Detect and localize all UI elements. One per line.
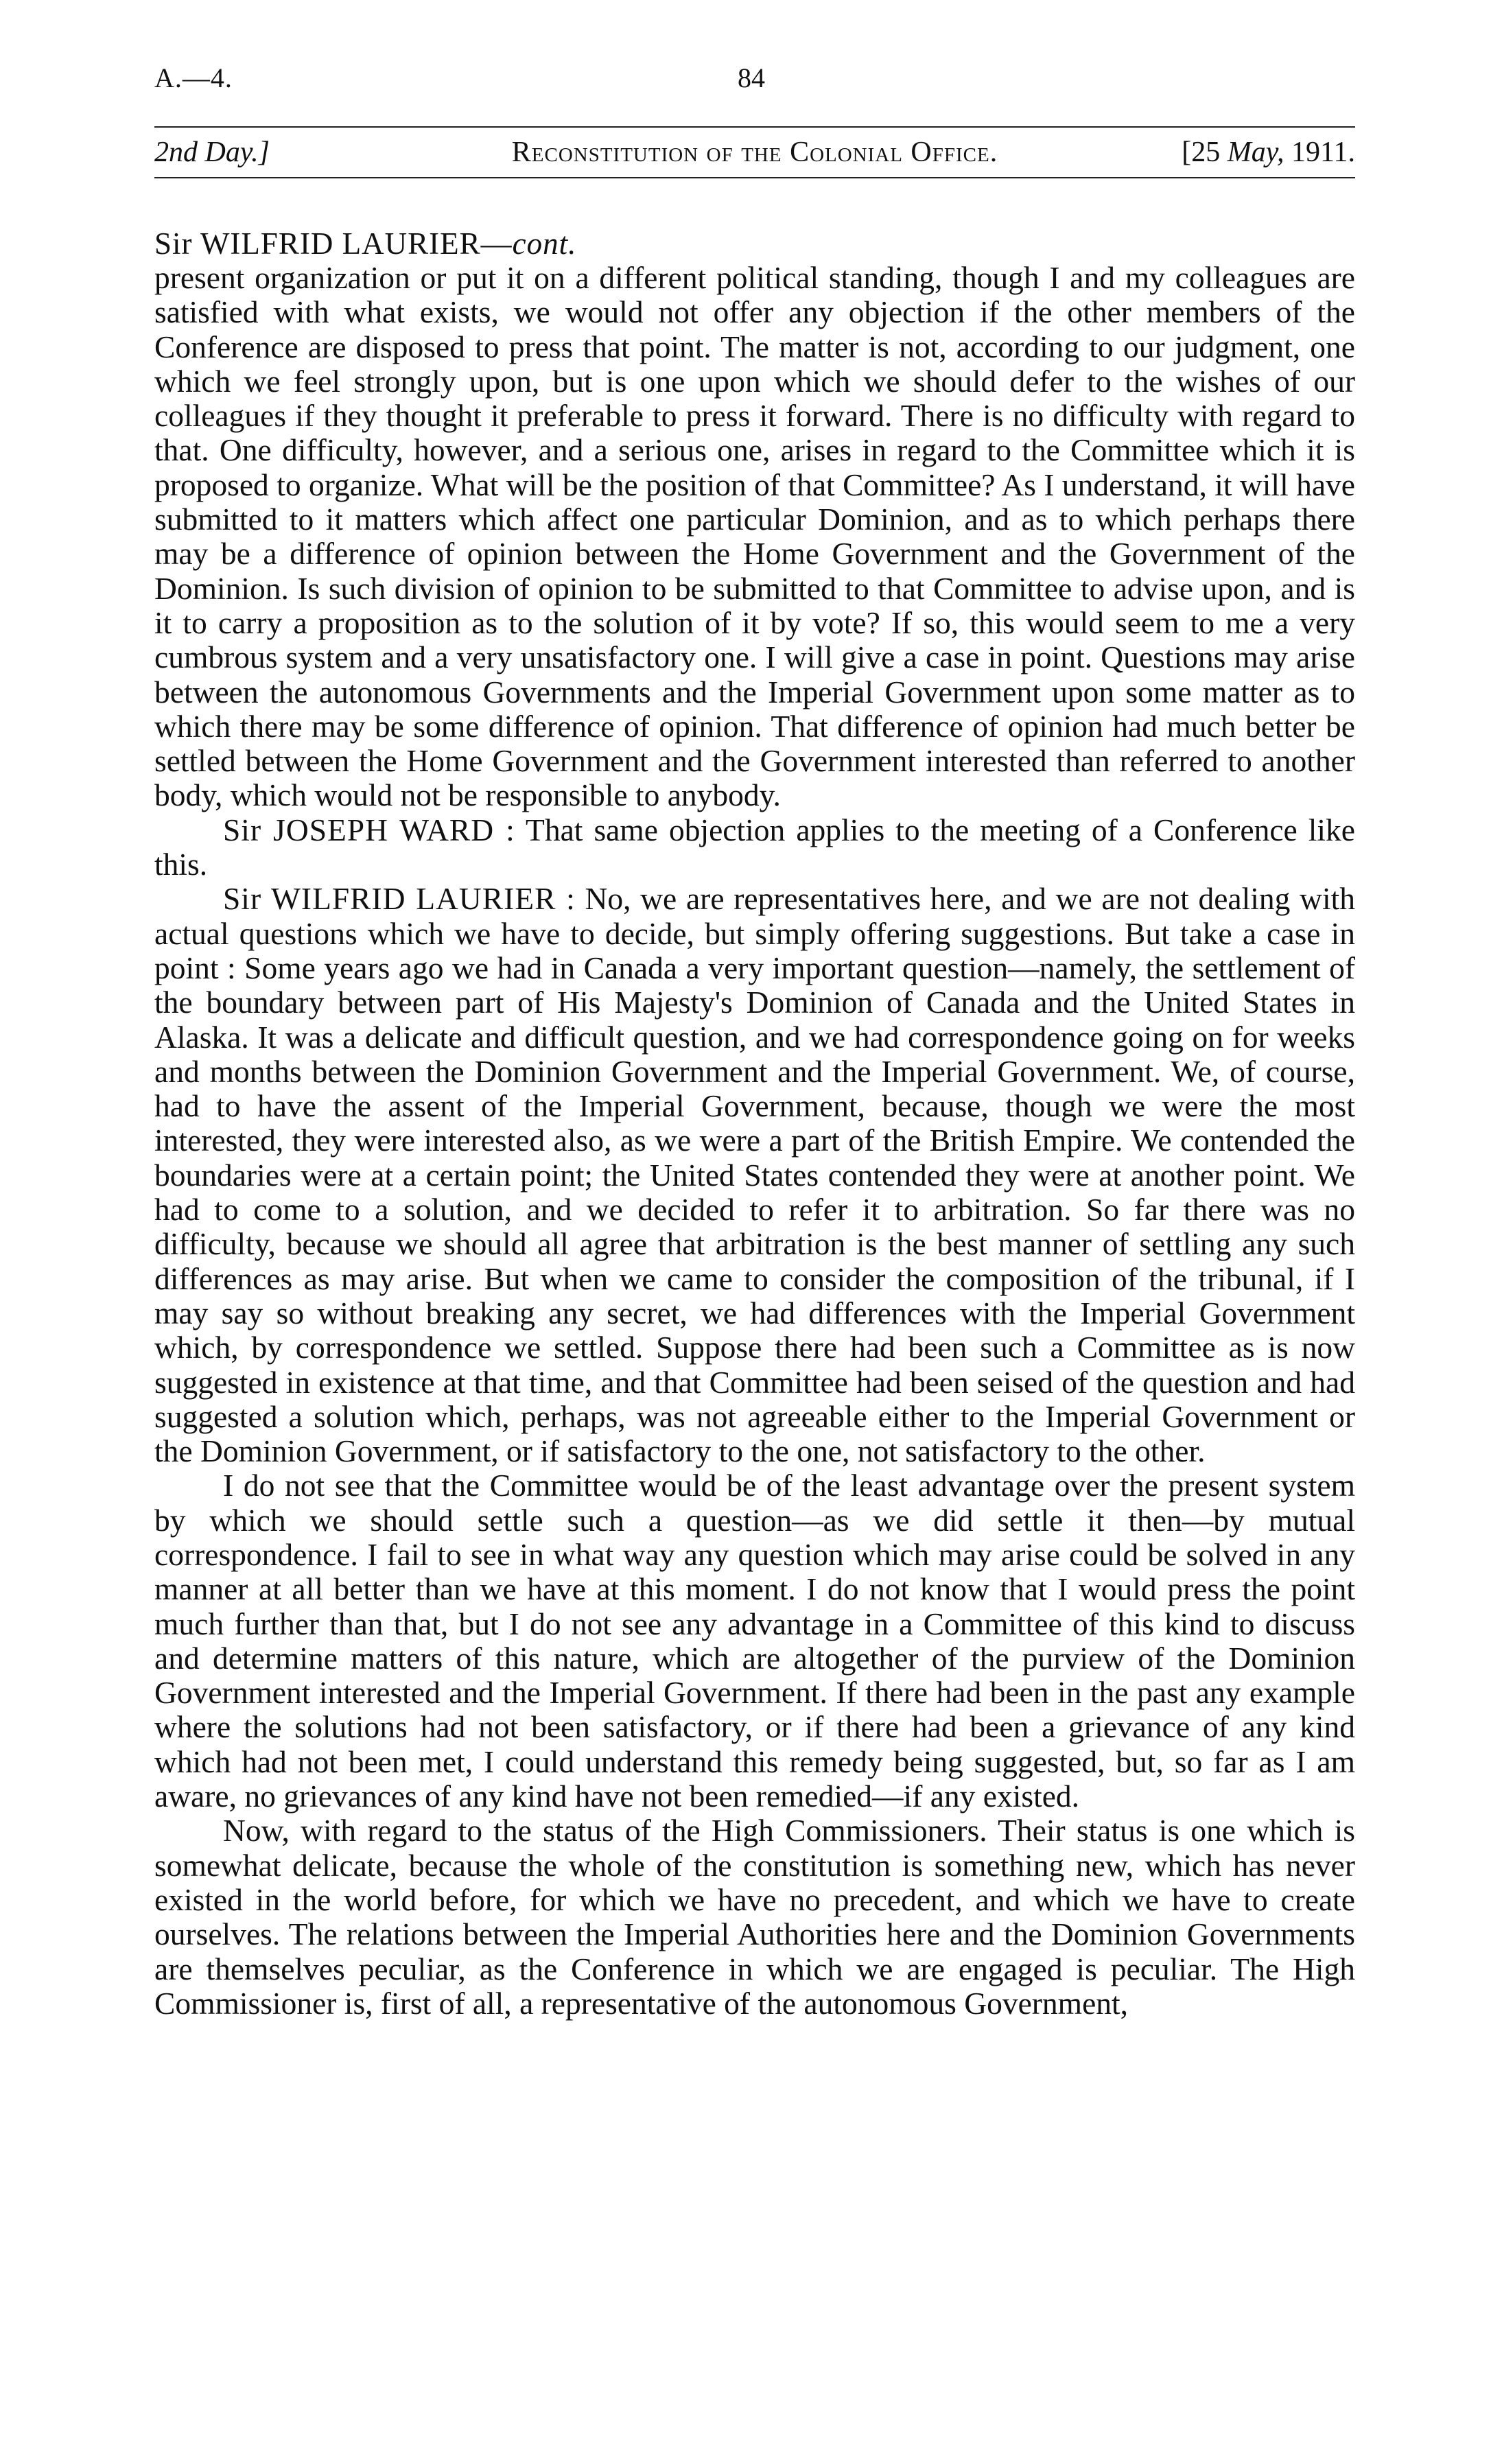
date-label bbox=[1182, 136, 1355, 169]
day-label: 2nd Day.] bbox=[154, 137, 270, 168]
continuation-marker: cont. bbox=[512, 226, 577, 261]
paragraph bbox=[154, 882, 1355, 1468]
speaker-name: Sir WILFRID LAURIER : bbox=[223, 881, 576, 917]
series-number: A.—4. bbox=[154, 62, 233, 93]
paragraph-text: I do not see that the Committee would be of the least advantage over the present system by which we should settle such a question—as we did settle it then—by mutual correspondence. I fail to see in what way any question which may arise could be solved in any manner at all better than we have at this moment. I do not know that I would press the point much further than that, but I do not see any advantage in a Committee of this kind to discuss and determine matters of this nature, which are altogether of the purview of the Dominion Government interested and the Imperial Government. If there had been in the past any example where the solutions had not been satisfactory, or if there had been a grievance of any kind which had not been met, I could understand this remedy being suggested, but, so far as I am aware, no grievances of any kind have not been remedied—if any existed. bbox=[154, 1468, 1355, 1814]
paragraph-text: That same objection applies to the meeting of a Conference like this. bbox=[154, 812, 1355, 882]
running-head bbox=[154, 55, 1355, 96]
paragraph bbox=[154, 1468, 1355, 1814]
paragraph bbox=[154, 1814, 1355, 2021]
date-month: May, bbox=[1227, 137, 1284, 168]
header-rule-bottom bbox=[154, 177, 1355, 178]
paragraph bbox=[154, 261, 1355, 813]
page-number: 84 bbox=[738, 62, 765, 93]
section-header bbox=[154, 128, 1355, 177]
continuation-heading bbox=[154, 226, 1355, 261]
document-page bbox=[154, 55, 1355, 2021]
paragraph-text: No, we are representatives here, and we are not dealing with actual questions which we have to decide, but simply offering suggestions. But take a case in point : Some years ago we had in Canada a very important question—namely, the settlement of the boundary between part of His Majesty's Dominion of Canada and the United States in Alaska. It was a delicate and difficult question, and we had correspondence going on for weeks and months between the Dominion Government and the Imperial Government. We, of course, had to have the assent of the Imperial Government, because, though we were the most interested, they were interested also, as we were a part of the British Empire. We contended the boundaries were at a certain point; the United States contended they were at another point. We had to come to a solution, and we decided to refer it to arbitration. So far there was no difficulty, because we should all agree that arbitration is the best manner of settling any such differences as may arise. But when we came to consider the composition of the tribunal, if I may say so without breaking any secret, we had differences with the Imperial Government which, by correspondence we settled. Suppose there had been such a Committee as is now suggested in existence at that time, and that Committee had been seised of the question and had suggested a solution which, perhaps, was not agreeable either to the Imperial Government or the Dominion Government, or if satisfactory to the one, not satisfactory to the other. bbox=[154, 881, 1356, 1469]
continuation-speaker: Sir WILFRID LAURIER— bbox=[154, 226, 513, 261]
paragraph-text: Now, with regard to the status of the High Commissioners. Their status is one which is somewhat delicate, because the whole of the constitution is something new, which has never existed in the world before, for which we have no precedent, and which we have to create ourselves. The relations between the Imperial Authorities here and the Dominion Governments are themselves peculiar, as the Conference in which we are engaged is peculiar. The High Commissioner is, first of all, a representative of the autonomous Government, bbox=[154, 1813, 1355, 2021]
document-body bbox=[154, 261, 1355, 2021]
paragraph-text: present organization or put it on a different political standing, though I and my colleagues are satisfied with what exists, we would not offer any objection if the other members of the Conference are disposed to press that point. The matter is not, according to our judgment, one which we feel strongly upon, but is one upon which we should defer to the wishes of our colleagues if they thought it preferable to press it forward. There is no difficulty with regard to that. One difficulty, however, and a serious one, arises in regard to the Committee which it is proposed to organize. What will be the position of that Committee? As I understand, it will have submitted to it matters which affect one particular Dominion, and as to which perhaps there may be a difference of opinion between the Home Government and the Government of the Dominion. Is such division of opinion to be submitted to that Committee to advise upon, and is it to carry a proposition as to the solution of it by vote? If so, this would seem to me a very cumbrous system and a very unsatisfactory one. I will give a case in point. Questions may arise between the autonomous Governments and the Imperial Government upon some matter as to which there may be some difference of opinion. That difference of opinion had much better be settled between the Home Government and the Government interested than referred to another body, which would not be responsible to anybody. bbox=[154, 260, 1355, 813]
section-title: Reconstitution of the Colonial Office. bbox=[511, 137, 998, 168]
speaker-name: Sir JOSEPH WARD : bbox=[223, 812, 515, 847]
date-open: [25 bbox=[1182, 137, 1221, 168]
date-year: 1911. bbox=[1291, 137, 1355, 168]
paragraph bbox=[154, 813, 1355, 882]
